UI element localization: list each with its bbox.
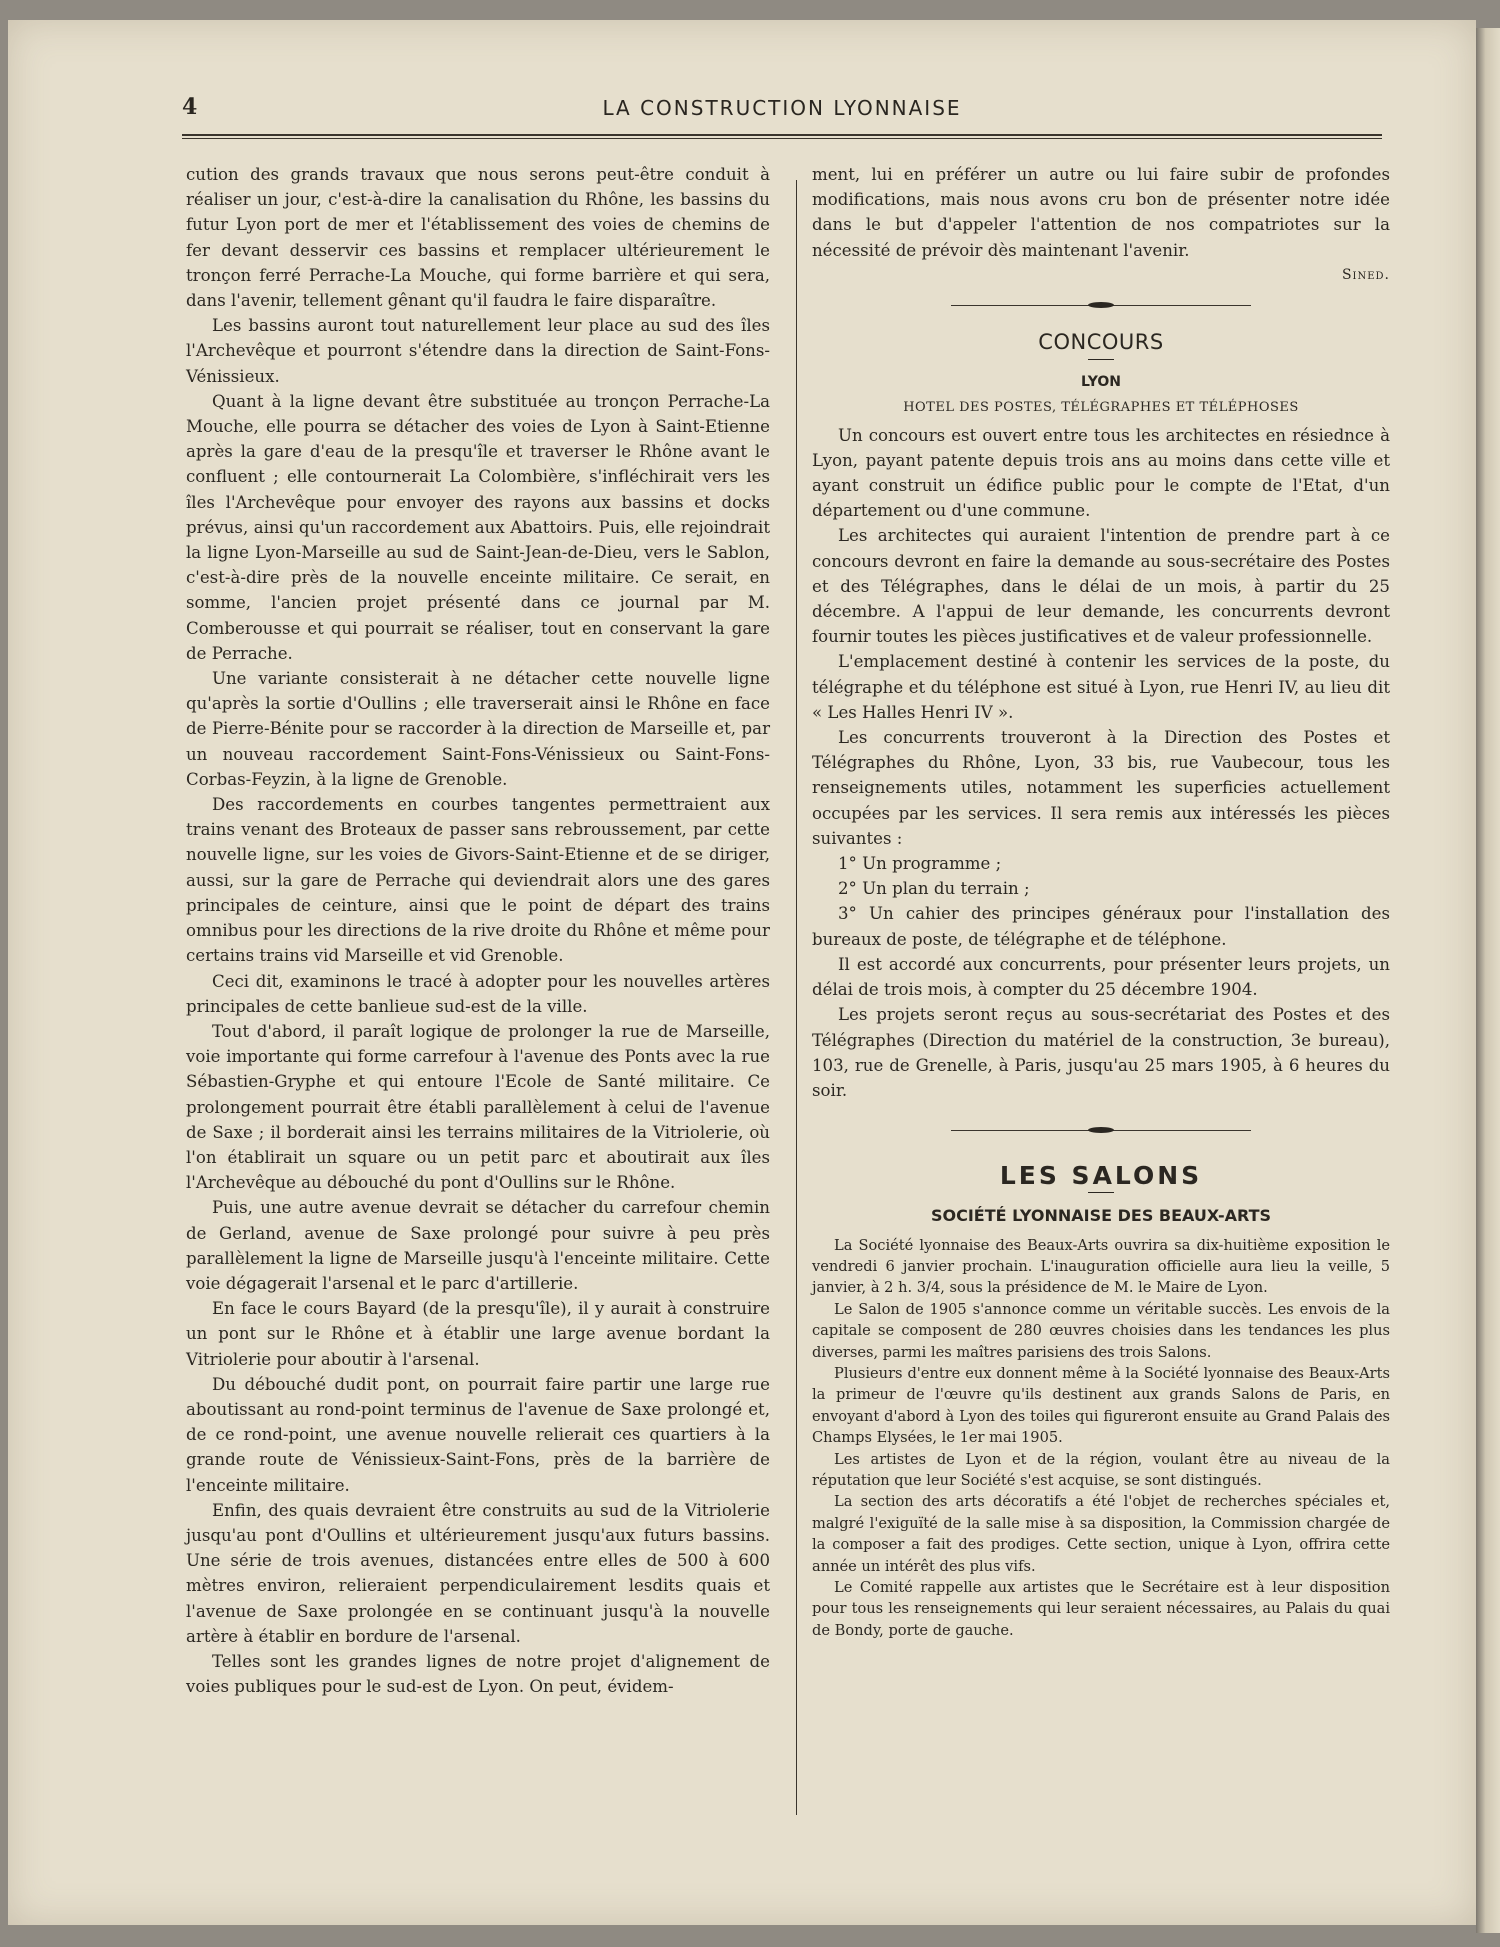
paragraph: Telles sont les grandes lignes de notre projet d'alignement de voies publiques pour le sud-est de Lyon. On peut, évidem- xyxy=(186,1651,770,1697)
salons-title: LES SALONS xyxy=(999,1161,1203,1191)
page-number: 4 xyxy=(182,94,198,120)
paragraph: Les artistes de Lyon et de la région, voulant être au niveau de la réputation que leur Société s'est acquise, se sont distingués. xyxy=(812,1450,1390,1489)
signature: Sined. xyxy=(1341,266,1390,283)
right-column xyxy=(812,162,1390,1641)
salons-body xyxy=(812,1235,1390,1642)
paragraph: Une variante consisterait à ne détacher cette nouvelle ligne qu'après la sortie d'Oullins ; elle traverserait ainsi le Rhône en face de Pierre-Bénite pour se raccorder à la direction de Marseille et, par un nouveau raccordement Saint-Fons-Vénissieux ou Saint-Fons-Corbas-Feyzin, à la ligne de Grenoble. xyxy=(186,669,770,789)
paragraph: Du débouché dudit pont, on pourrait faire partir une large rue aboutissant au rond-point terminus de l'avenue de Saxe prolongé et, de ce rond-point, une avenue nouvelle relierait ces quartiers à la grande route de Vénissieux-Saint-Fons, près de la barrière de l'enceinte militaire. xyxy=(186,1374,770,1495)
paragraph: La Société lyonnaise des Beaux-Arts ouvrira sa dix-huitième exposition le vendredi 6 janvier prochain. L'inauguration officielle aura lieu la veille, 5 janvier, à 2 h. 3/4, sous la présidence de M. le Maire de Lyon. xyxy=(812,1236,1390,1297)
paragraph: ment, lui en préférer un autre ou lui faire subir de profondes modifications, mais nous avons cru bon de présenter notre idée dans le but d'appeler l'attention de nos compatriotes sur la nécessité de prévoir dès maintenant l'avenir. xyxy=(812,165,1390,260)
paragraph: Ceci dit, examinons le tracé à adopter pour les nouvelles artères principales de cette banlieue sud-est de la ville. xyxy=(186,971,770,1016)
ornament-divider xyxy=(812,294,1390,318)
paragraph: cution des grands travaux que nous serons peut-être conduit à réaliser un jour, c'est-à-dire la canalisation du Rhône, les bassins du futur Lyon port de mer et l'établissement des voies de chemins de fer devant desservir ces bassins et remplacer ultérieurement le tronçon ferré Perrache-La Mouche, qui forme barrière et qui sera, dans l'avenir, tellement gênant qu'il faudra le faire disparaître. xyxy=(186,165,770,311)
list-item: 1° Un programme ; xyxy=(838,854,1002,874)
list-item: 3° Un cahier des principes généraux pour l'installation des bureaux de poste, de télégraphe et de téléphone. xyxy=(812,904,1390,949)
paragraph: Un concours est ouvert entre tous les architectes en résiednce à Lyon, payant patente depuis trois ans au moins dans cette ville et ayant construit un édifice public pour le compte de l'Etat, d'un département ou d'une commune. xyxy=(812,425,1390,521)
paragraph: Il est accordé aux concurrents, pour présenter leurs projets, un délai de trois mois, à compter du 25 décembre 1904. xyxy=(812,954,1390,1000)
paragraph: Le Salon de 1905 s'annonce comme un véritable succès. Les envois de la capitale se composent de 280 œuvres choisies dans les tendances les plus diverses, parmi les maîtres parisiens des trois Salons. xyxy=(812,1300,1390,1361)
concours-city: LYON xyxy=(1081,374,1121,391)
page-header xyxy=(182,94,1382,124)
salons-subtitle: SOCIÉTÉ LYONNAISE DES BEAUX-ARTS xyxy=(930,1206,1272,1226)
paragraph: Plusieurs d'entre eux donnent même à la Société lyonnaise des Beaux-Arts la primeur de l'œuvre qu'ils destinent aux grands Salons de Paris, en envoyant d'abord à Lyon des toiles qui figureront ensuite au Grand Palais des Champs Elysées, le 1er mai 1905. xyxy=(812,1364,1390,1447)
paragraph: Enfin, des quais devraient être construits au sud de la Vitriolerie jusqu'au pont d'Oullins et ultérieurement jusqu'aux futurs bassins. Une série de trois avenues, distancées entre elles de 500 à 600 mètres environ, relieraient perpendiculairement lesdits quais et l'avenue de Saxe prolongée en se continuant jusqu'à la nouvelle artère à établir en bordure de l'arsenal. xyxy=(186,1500,770,1646)
paragraph: Les projets seront reçus au sous-secrétariat des Postes et des Télégraphes (Direction du matériel de la construction, 3e bureau), 103, rue de Grenelle, à Paris, jusqu'au 25 mars 1905, à 6 heures du soir. xyxy=(812,1005,1390,1100)
paragraph: L'emplacement destiné à contenir les services de la poste, du télégraphe et du téléphone est situé à Lyon, rue Henri IV, au lieu dit « Les Halles Henri IV ». xyxy=(812,652,1390,722)
header-rule xyxy=(182,134,1382,139)
paragraph: La section des arts décoratifs a été l'objet de recherches spéciales et, malgré l'exiguïté de la salle mise à sa disposition, la Commission chargée de la composer a fait des prodiges. Cette section, unique à Lyon, offrira cette année un intérêt des plus vifs. xyxy=(812,1493,1390,1575)
paragraph: Le Comité rappelle aux artistes que le Secrétaire est à leur disposition pour tous les renseignements qui leur seraient nécessaires, au Palais du quai de Bondy, porte de gauche. xyxy=(812,1579,1390,1639)
left-column xyxy=(186,162,770,1699)
running-title: LA CONSTRUCTION LYONNAISE xyxy=(602,96,962,120)
paragraph: Tout d'abord, il paraît logique de prolonger la rue de Marseille, voie importante qui forme carrefour à l'avenue des Ponts avec la rue Sébastien-Gryphe et qui entoure l'Ecole de Santé militaire. Ce prolongement pourrait être établi parallèlement à celui de l'avenue de Saxe ; il borderait ainsi les terrains militaires de la Vitriolerie, où l'on établirait un square ou un petit parc et aboutirait aux îles l'Archevêque au débouché du pont d'Oullins sur le Rhône. xyxy=(186,1021,770,1193)
paragraph: Les concurrents trouveront à la Direction des Postes et Télégraphes du Rhône, Lyon, 33 bis, rue Vaubecour, tous les renseignements utiles, notamment les superficies actuellement occupées par les services. Il sera remis aux intéressés les pièces suivantes : xyxy=(812,728,1390,848)
paragraph: En face le cours Bayard (de la presqu'île), il y aurait à construire un pont sur le Rhône et à établir une large avenue bordant la Vitriolerie pour aboutir à l'arsenal. xyxy=(186,1299,770,1369)
short-rule xyxy=(1088,359,1114,360)
paragraph: Quant à la ligne devant être substituée au tronçon Perrache-La Mouche, elle pourra se détacher des voies de Lyon à Saint-Etienne après la gare d'eau de la presqu'île et traverser le Rhône avant le confluent ; elle contournerait La Colombière, s'infléchirait vers les îles l'Archevêque pour envoyer des rayons aux bassins et docks prévus, ainsi qu'un raccordement aux Abattoirs. Puis, elle rejoindrait la ligne Lyon-Marseille au sud de Saint-Jean-de-Dieu, vers le Sablon, c'est-à-dire près de la nouvelle enceinte militaire. Ce serait, en somme, l'ancien projet présenté dans ce journal par M. Comberousse et qui pourrait se réaliser, tout en conservant la gare de Perrache. xyxy=(186,391,770,663)
concours-building: HOTEL DES POSTES, TÉLÉGRAPHES ET TÉLÉPHOSES xyxy=(903,400,1299,416)
ornament-divider xyxy=(812,1119,1390,1143)
paragraph: Des raccordements en courbes tangentes permettraient aux trains venant des Broteaux de passer sans rebroussement, par cette nouvelle ligne, sur les voies de Givors-Saint-Etienne et de se diriger, aussi, sur la gare de Perrache qui deviendrait alors une des gares principales de ceinture, ainsi que le point de départ des trains omnibus pour les directions de la rive droite du Rhône et même pour certains trains vid Marseille et vid Grenoble. xyxy=(186,795,770,966)
list-item: 2° Un plan du terrain ; xyxy=(838,879,1030,899)
paragraph: Les bassins auront tout naturellement leur place au sud des îles l'Archevêque et pourront s'étendre dans la direction de Saint-Fons-Vénissieux. xyxy=(186,316,770,386)
paragraph: Puis, une autre avenue devrait se détacher du carrefour chemin de Gerland, avenue de Saxe prolongé pour suivre à peu près parallèlement la ligne de Marseille jusqu'à l'enceinte militaire. Cette voie dégagerait l'arsenal et le parc d'artillerie. xyxy=(186,1198,770,1293)
concours-title: CONCOURS xyxy=(1038,330,1164,355)
paragraph: Les architectes qui auraient l'intention de prendre part à ce concours devront en faire la demande au sous-secrétaire des Postes et des Télégraphes, dans le délai de un mois, à partir du 25 décembre. A l'appui de leur demande, les concurrents devront fournir toutes les pièces justificatives et de valeur professionnelle. xyxy=(812,526,1390,647)
column-divider xyxy=(796,180,797,1815)
next-page-edge xyxy=(1476,28,1500,1933)
short-rule xyxy=(1088,1192,1114,1193)
